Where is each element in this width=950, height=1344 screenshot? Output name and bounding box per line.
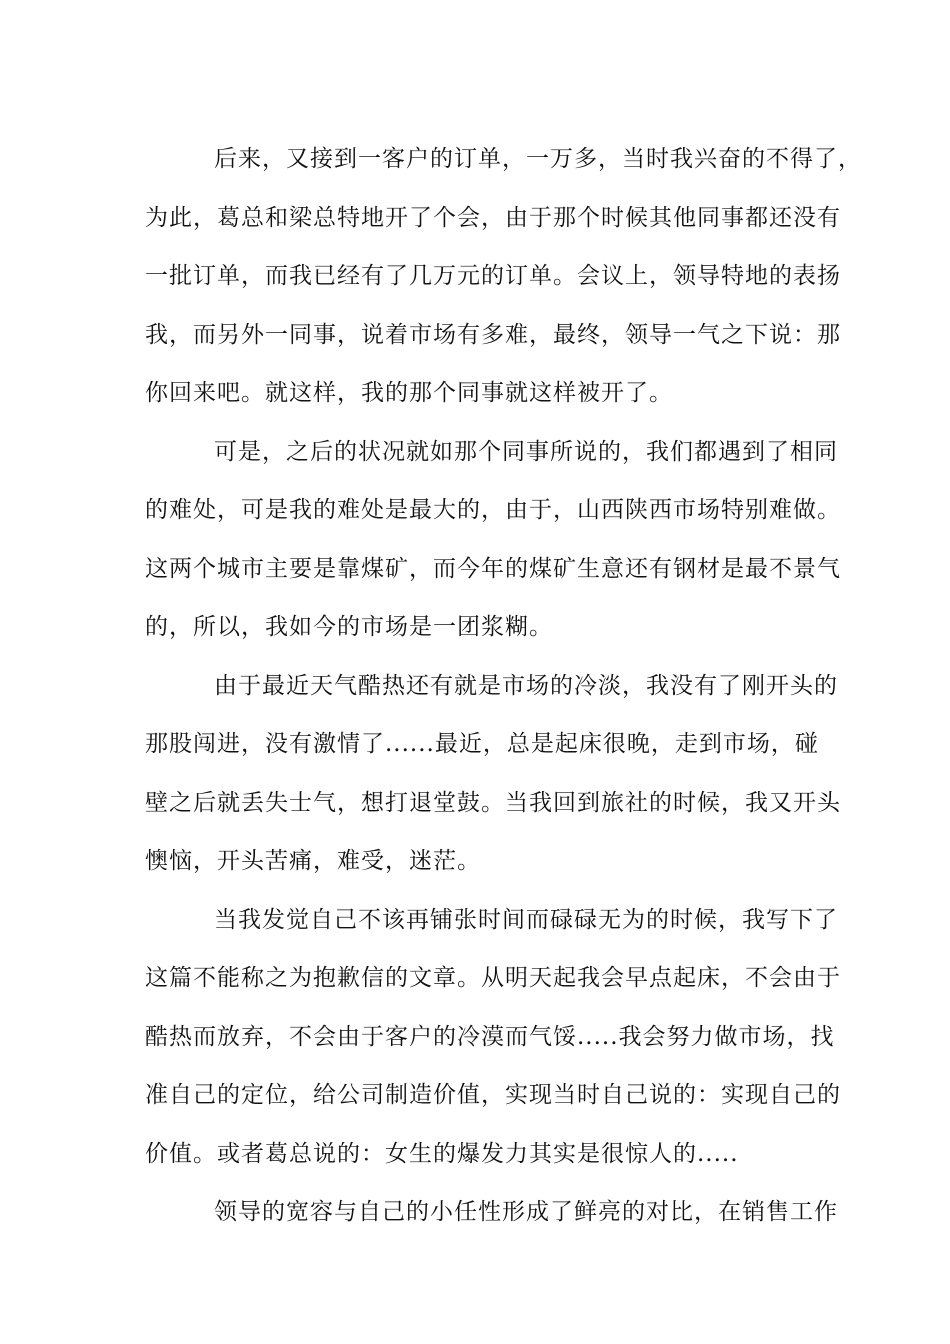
- document-body: [145, 130, 862, 1242]
- paragraph-2-line-2: 的难处，可是我的难处是最大的，由于，山西陕西市场特别难做。: [145, 497, 841, 523]
- paragraph-1-line-3: 一批订单，而我已经有了几万元的订单。会议上，领导特地的表扬: [145, 263, 841, 289]
- paragraph-4-line-3: 酷热而放弃，不会由于客户的冷漠而气馁.....我会努力做市场，找: [145, 1023, 835, 1050]
- paragraph-3-line-2: 那股闯进，没有激情了......最近，总是起床很晚，走到市场，碰: [145, 731, 819, 757]
- paragraph-4-line-5: 价值。或者葛总说的：女生的爆发力其实是很惊人的.....: [145, 1140, 739, 1167]
- paragraph-4-line-4: 准自己的定位，给公司制造价值，实现当时自己说的：实现自己的: [145, 1082, 841, 1108]
- paragraph-1-line-2: 为此，葛总和梁总特地开了个会，由于那个时候其他同事都还没有: [145, 204, 841, 231]
- paragraph-4-line-2: 这篇不能称之为抱歉信的文章。从明天起我会早点起床，不会由于: [145, 965, 841, 991]
- paragraph-1-line-5: 你回来吧。就这样，我的那个同事就这样被开了。: [145, 380, 673, 406]
- paragraph-3-line-4: 懊恼，开头苦痛，难受，迷茫。: [145, 848, 481, 874]
- paragraph-4-line-1: 当我发觉自己不该再铺张时间而碌碌无为的时候，我写下了: [214, 906, 838, 933]
- paragraph-5-line-1: 领导的宽容与自己的小任性形成了鲜亮的对比，在销售工作: [214, 1199, 838, 1225]
- paragraph-1-line-1: 后来，又接到一客户的订单，一万多，当时我兴奋的不得了，: [214, 146, 862, 172]
- paragraph-2-line-4: 的，所以，我如今的市场是一团浆糊。: [145, 614, 553, 640]
- paragraph-2-line-1: 可是，之后的状况就如那个同事所说的，我们都遇到了相同: [214, 438, 838, 465]
- paragraph-3-line-3: 壁之后就丢失士气，想打退堂鼓。当我回到旅社的时候，我又开头: [145, 789, 841, 816]
- paragraph-2-line-3: 这两个城市主要是靠煤矿，而今年的煤矿生意还有钢材是最不景气: [145, 555, 841, 582]
- paragraph-3-line-1: 由于最近天气酷热还有就是市场的冷淡，我没有了刚开头的: [214, 672, 838, 699]
- paragraph-1-line-4: 我，而另外一同事，说着市场有多难，最终，领导一气之下说：那: [145, 321, 841, 348]
